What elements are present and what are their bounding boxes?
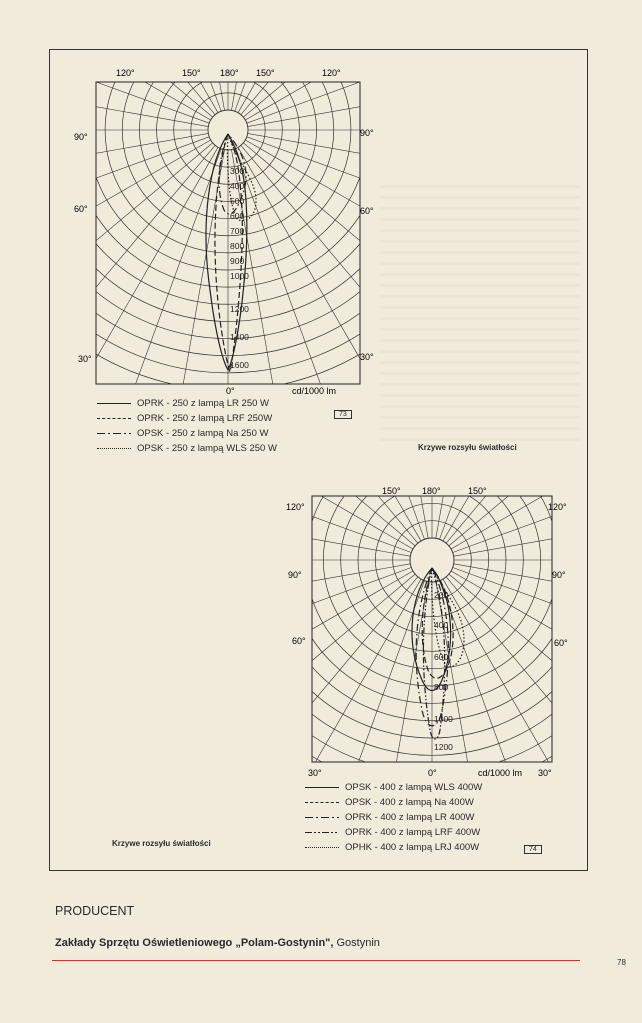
radial-value-label: 200 (434, 590, 449, 600)
angle-label-30-right: 30° (360, 352, 374, 362)
radial-value-label: 400 (230, 181, 245, 191)
angle-label: 180° (220, 68, 239, 78)
legend-item: OPRK - 250 z lampą LR 250 W (97, 396, 277, 411)
grid-radial (238, 147, 390, 400)
angle-label-90-left: 90° (288, 570, 302, 580)
radial-value-label: 1200 (230, 304, 249, 314)
angle-label: 120° (322, 68, 341, 78)
radial-value-label: 1000 (230, 271, 249, 281)
grid-circle (410, 538, 454, 582)
radial-value-label: 1600 (230, 360, 249, 370)
figure-number-73: 73 (334, 410, 352, 419)
grid-circle (60, 60, 390, 339)
radial-value-label: 1000 (434, 714, 453, 724)
radial-value-label: 400 (434, 620, 449, 630)
angle-label: 120° (116, 68, 135, 78)
radial-value-label: 600 (434, 652, 449, 662)
radial-value-label: 1200 (434, 742, 453, 752)
angle-label-90-right: 90° (360, 128, 374, 138)
unit-label: cd/1000 lm (478, 768, 523, 778)
polar-diagram-74 (282, 480, 572, 780)
radial-value-label: 900 (230, 256, 245, 266)
legend-item: OPRK - 250 z lampą LRF 250W (97, 411, 277, 426)
radial-value-label: 500 (230, 196, 245, 206)
grid-circle (282, 480, 572, 721)
polar-diagram-73 (60, 60, 390, 400)
figure-number-74: 74 (524, 845, 542, 854)
caption-left: Krzywe rozsyłu światłości (112, 839, 211, 848)
angle-label-zero: 0° (428, 768, 437, 778)
angle-label: 150° (182, 68, 201, 78)
grid-circle (60, 60, 390, 390)
legend-item: OPRK - 400 z lampą LRF 400W (305, 825, 482, 840)
grid-radial (352, 582, 428, 780)
grid-radial (60, 137, 209, 308)
grid-radial (446, 577, 572, 780)
caption-right: Krzywe rozsyłu światłości (418, 443, 517, 452)
angle-label: 150° (256, 68, 275, 78)
angle-label: 180° (422, 486, 441, 496)
angle-label: 150° (382, 486, 401, 496)
grid-circle (282, 480, 572, 773)
grid-circle (208, 110, 248, 150)
unit-label: cd/1000 lm (292, 386, 337, 396)
radial-value-label: 800 (230, 241, 245, 251)
grid-radial (235, 149, 390, 400)
producer-label: PRODUCENT (55, 904, 135, 918)
radial-value-label: 700 (230, 226, 245, 236)
legend-74 (305, 780, 482, 855)
radial-value-label: 800 (434, 682, 449, 692)
angle-label-zero: 0° (226, 386, 235, 396)
angle-label: 120° (548, 502, 567, 512)
grid-circle (60, 60, 390, 321)
angle-label-30-right: 30° (538, 768, 552, 778)
red-rule (52, 960, 580, 961)
legend-73 (97, 396, 277, 456)
legend-item: OPSK - 400 z lampą Na 400W (305, 795, 482, 810)
angle-label-30-left: 30° (78, 354, 92, 364)
angle-label-90-right: 90° (552, 570, 566, 580)
company-name: Zakłady Sprzętu Oświetleniowego „Polam-Gostynin", Gostynin (55, 937, 380, 949)
angle-label-60-right: 60° (554, 638, 568, 648)
legend-item: OPSK - 250 z lampą WLS 250 W (97, 441, 277, 456)
page-number: 78 (617, 958, 626, 967)
angle-label-30-left: 30° (308, 768, 322, 778)
angle-label: 120° (286, 502, 305, 512)
grid-circle (289, 480, 572, 703)
grid-radial (282, 574, 415, 780)
radial-value-label: 300 (230, 166, 245, 176)
legend-item: OPRK - 400 z lampą LR 400W (305, 810, 482, 825)
radial-value-label: 600 (230, 211, 245, 221)
angle-label-90-left: 90° (74, 132, 88, 142)
radial-value-label: 1400 (230, 332, 249, 342)
grid-radial (282, 579, 421, 780)
grid-radial (443, 579, 572, 780)
legend-item: OPHK - 400 z lampą LRJ 400W (305, 840, 482, 855)
legend-item: OPSK - 250 z lampą Na 250 W (97, 426, 277, 441)
angle-label-60-left: 60° (74, 204, 88, 214)
grid-radial (138, 150, 225, 400)
grid-circle (60, 60, 390, 356)
angle-label: 150° (468, 486, 487, 496)
angle-label-60-right: 60° (360, 206, 374, 216)
legend-item: OPSK - 400 z lampą WLS 400W (305, 780, 482, 795)
angle-label-60-left: 60° (292, 636, 306, 646)
grid-circle (282, 480, 572, 738)
